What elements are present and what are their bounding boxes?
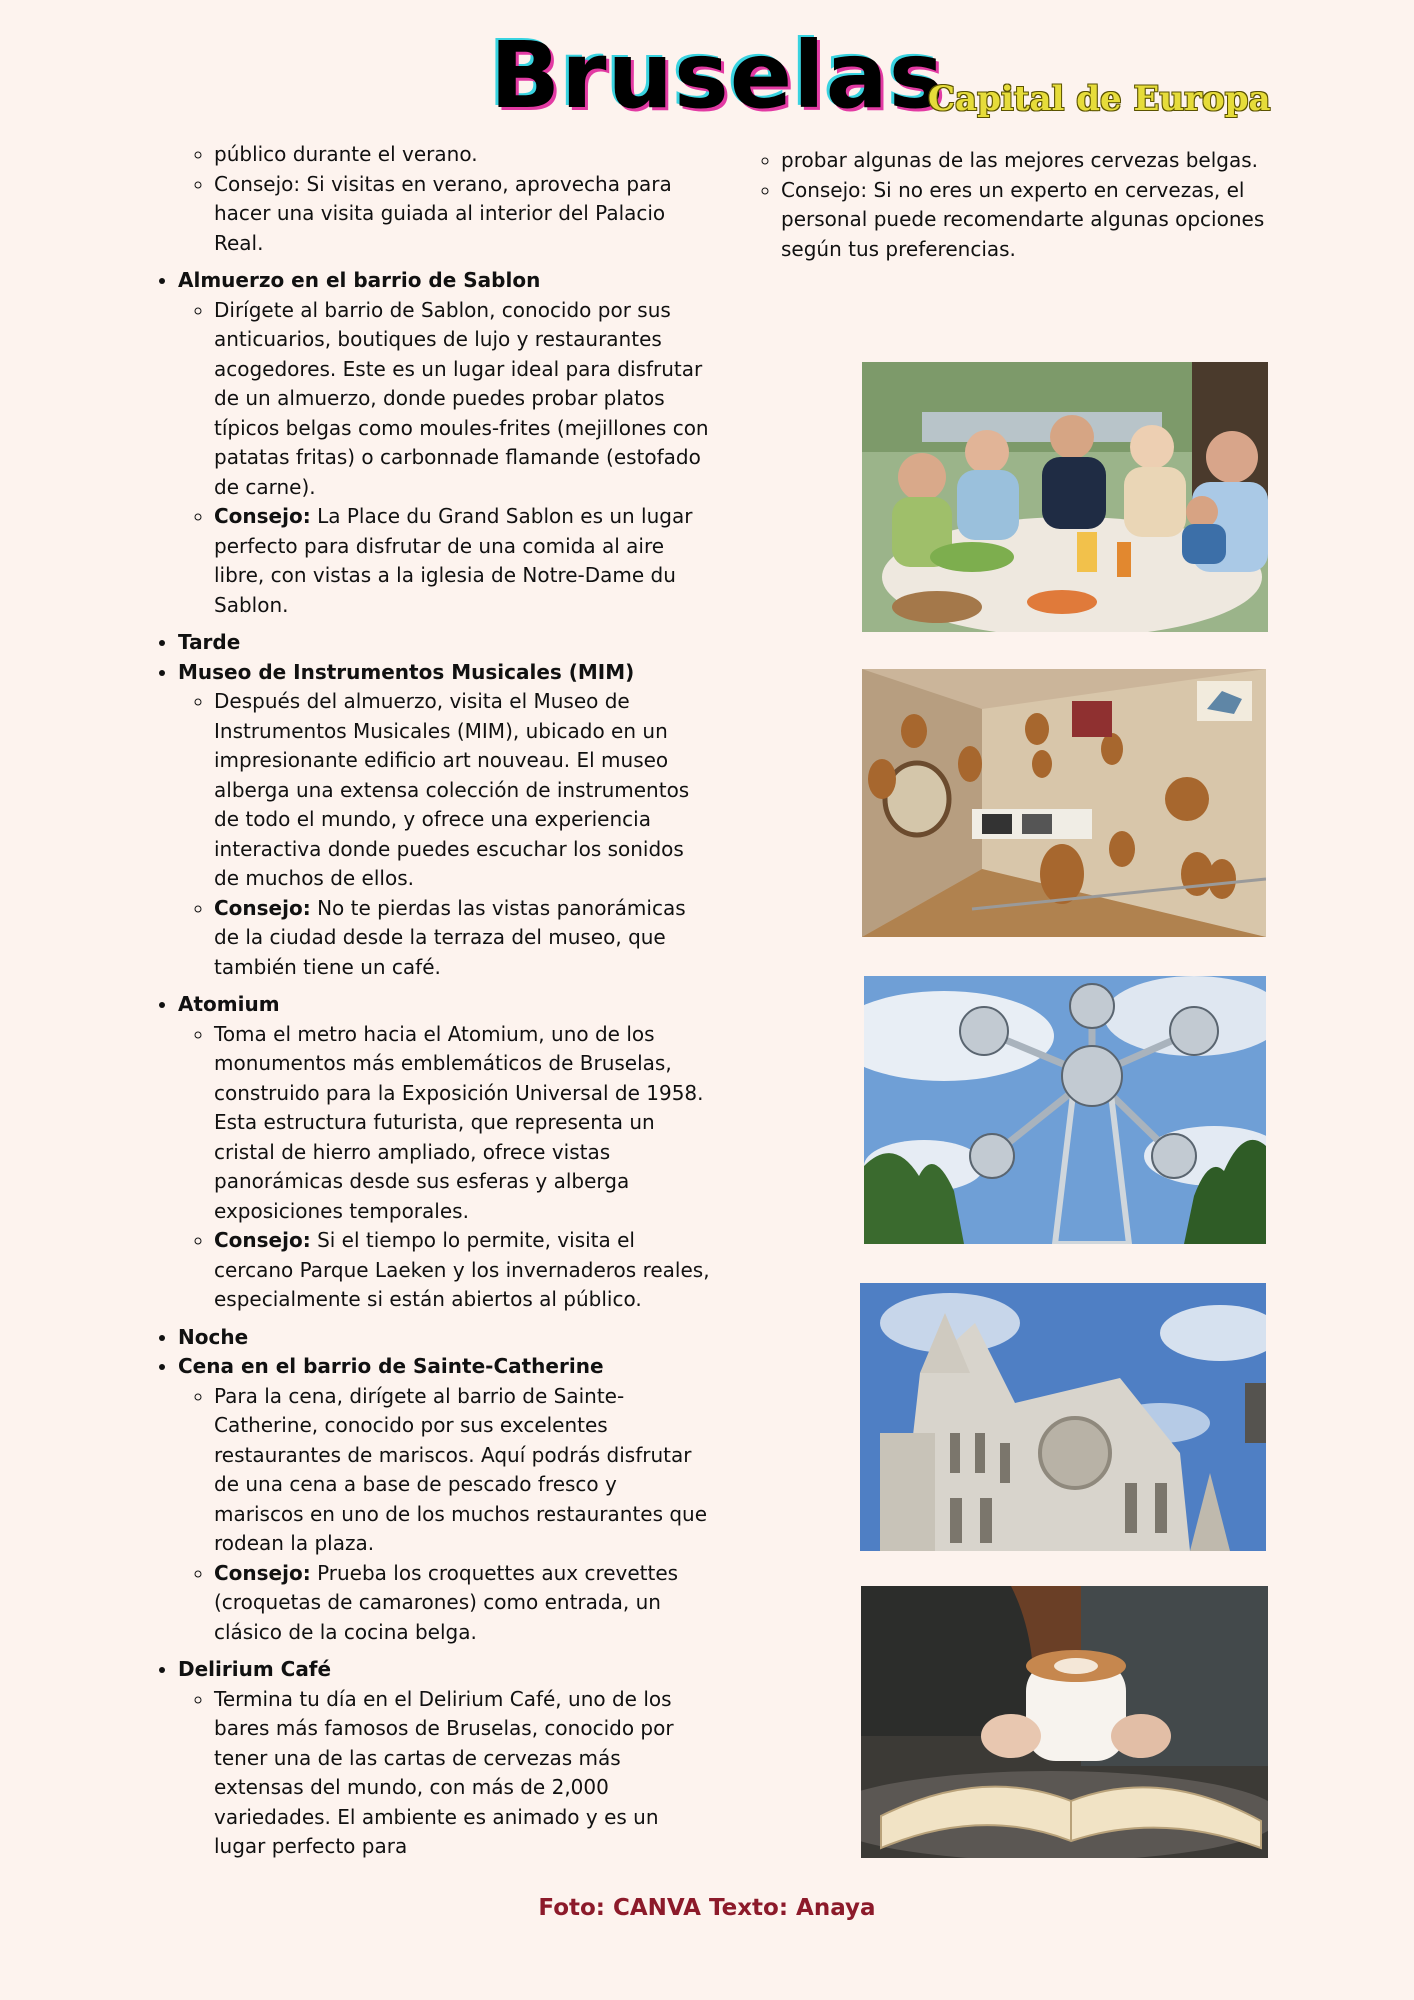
list-item: ◦ Después del almuerzo, visita el Museo de Instrumentos Musicales (MIM), ubicado en un impresionante edificio art nouveau. El museo alberga una extensa colección de instrumentos de todo el mundo, y ofrece una experiencia interactiva donde puedes escuchar los sonidos de muchos de ellos.	[214, 687, 710, 894]
list-item: ◦ público durante el verano.	[214, 140, 710, 170]
list-item: ◦ Toma el metro hacia el Atomium, uno de los monumentos más emblemáticos de Bruselas, construido para la Exposición Universal de 1958. Esta estructura futurista, que representa un cristal de hierro ampliado, ofrece vistas panorámicas desde sus esferas y alberga exposiciones temporales.	[214, 1020, 710, 1227]
list-item	[214, 502, 710, 620]
list-item	[214, 1226, 710, 1315]
intro-list	[150, 140, 710, 258]
section-noche: • Noche	[178, 1323, 710, 1353]
itinerary-list	[150, 266, 710, 1862]
section-heading: Cena en el barrio de Sainte-Catherine	[178, 1354, 604, 1378]
page-subtitle: Capital de Europa	[928, 79, 1271, 119]
left-column	[150, 140, 710, 1862]
tip-text: Prueba los croquettes aux crevettes (croquetas de camarones) como entrada, un clásico de la cocina belga.	[214, 1560, 679, 1644]
list-item: ◦ Para la cena, dirígete al barrio de Sainte-Catherine, conocido por sus excelentes restaurantes de mariscos. Aquí podrás disfrutar de una cena a base de pescado fresco y mariscos en uno de los muchos restaurantes que rodean la plaza.	[214, 1382, 710, 1559]
tip-text: Si el tiempo lo permite, visita el cercano Parque Laeken y los invernaderos reales, especialmente si están abiertos al público.	[214, 1228, 710, 1311]
section-mim	[178, 658, 710, 983]
list-item	[214, 1559, 710, 1648]
section-heading: Delirium Café	[178, 1657, 332, 1681]
right-column	[755, 146, 1275, 264]
photo-atomium	[864, 976, 1266, 1244]
page-title: Bruselas	[490, 22, 945, 129]
list-item: ◦ Consejo: Si visitas en verano, aprovecha para hacer una visita guiada al interior del Palacio Real.	[214, 170, 710, 259]
list-item: ◦ probar algunas de las mejores cervezas belgas.	[781, 146, 1275, 176]
photo-instruments-museum	[862, 669, 1266, 937]
tip-text: No te pierdas las vistas panorámicas de la ciudad desde la terraza del museo, que también tiene un café.	[214, 895, 686, 979]
photo-coffee-book	[861, 1586, 1268, 1858]
section-sablon	[178, 266, 710, 620]
list-item: ◦ Dirígete al barrio de Sablon, conocido por sus anticuarios, boutiques de lujo y restaurantes acogedores. Este es un lugar ideal para disfrutar de un almuerzo, donde puedes probar platos típicos belgas como moules-frites (mejillones con patatas fritas) o carbonnade flamande (estofado de carne).	[214, 296, 710, 503]
tip-label: Consejo:	[214, 504, 311, 528]
list-item	[214, 894, 710, 983]
section-catherine	[178, 1352, 710, 1647]
tip-text: La Place du Grand Sablon es un lugar perfecto para disfrutar de una comida al aire libre, con vistas a la iglesia de Notre-Dame du Sablon.	[214, 504, 693, 617]
section-heading: Atomium	[178, 992, 280, 1016]
tip-label: Consejo:	[214, 1228, 311, 1252]
section-heading: Almuerzo en el barrio de Sablon	[178, 268, 541, 292]
right-list	[755, 146, 1275, 264]
section-delirium	[178, 1655, 710, 1862]
tip-label: Consejo:	[214, 1560, 311, 1585]
list-item: ◦ Consejo: Si no eres un experto en cervezas, el personal puede recomendarte algunas opciones según tus preferencias.	[781, 176, 1275, 265]
page-header	[0, 22, 1414, 140]
credits-footer: Foto: CANVA Texto: Anaya	[538, 1895, 876, 1921]
photo-family-lunch	[862, 362, 1268, 632]
section-tarde: • Tarde	[178, 628, 710, 658]
section-atomium	[178, 990, 710, 1315]
section-heading: Museo de Instrumentos Musicales (MIM)	[178, 659, 635, 684]
photo-basilica	[860, 1283, 1266, 1551]
list-item: ◦ Termina tu día en el Delirium Café, uno de los bares más famosos de Bruselas, conocido por tener una de las cartas de cervezas más extensas del mundo, con más de 2,000 variedades. El ambiente es animado y es un lugar perfecto para	[214, 1685, 710, 1862]
tip-label: Consejo:	[214, 895, 311, 920]
